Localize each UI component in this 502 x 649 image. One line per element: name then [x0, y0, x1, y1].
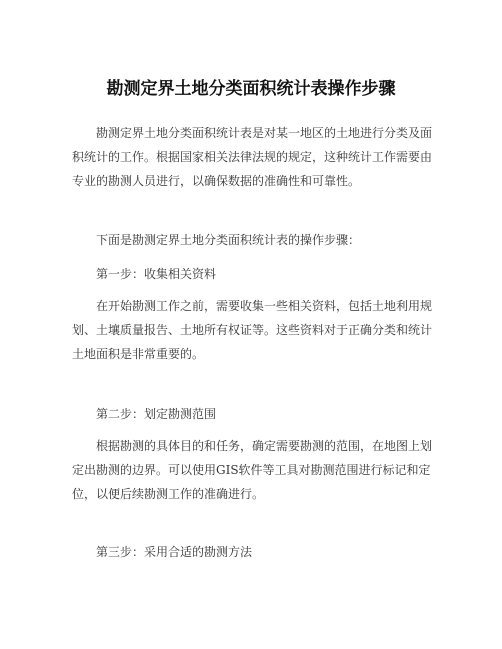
intro-paragraph	[72, 121, 434, 193]
document-title: 勘测定界土地分类面积统计表操作步骤	[106, 79, 396, 99]
step-1-paragraph	[72, 294, 434, 366]
step-3-heading: 第三步：采用合适的勘测方法	[96, 545, 253, 559]
step-1-line-2: 划、土壤质量报告、土地所有权证等。这些资料对于正确分类和统计	[72, 323, 433, 337]
lead-paragraph: 下面是勘测定界土地分类面积统计表的操作步骤：	[96, 233, 361, 247]
intro-line-3: 专业的勘测人员进行，以确保数据的准确性和可靠性。	[72, 174, 361, 188]
step-2-paragraph	[72, 434, 434, 506]
step-1-line-1: 在开始勘测工作之前，需要收集一些相关资料，包括土地利用规	[96, 299, 433, 313]
step-1-heading: 第一步：收集相关资料	[96, 267, 217, 281]
intro-line-2: 积统计的工作。根据国家相关法律法规的规定，这种统计工作需要由	[72, 150, 433, 164]
step-2-heading: 第二步：划定勘测范围	[96, 407, 217, 421]
step-2-line-3: 位，以便后续勘测工作的准确进行。	[72, 487, 265, 501]
step-2-line-2: 定出勘测的边界。可以使用GIS软件等工具对勘测范围进行标记和定	[72, 463, 431, 477]
step-1-line-3: 土地面积是非常重要的。	[72, 347, 205, 361]
intro-line-1: 勘测定界土地分类面积统计表是对某一地区的土地进行分类及面	[96, 126, 433, 140]
step-2-line-1: 根据勘测的具体目的和任务，确定需要勘测的范围，在地图上划	[96, 439, 433, 453]
